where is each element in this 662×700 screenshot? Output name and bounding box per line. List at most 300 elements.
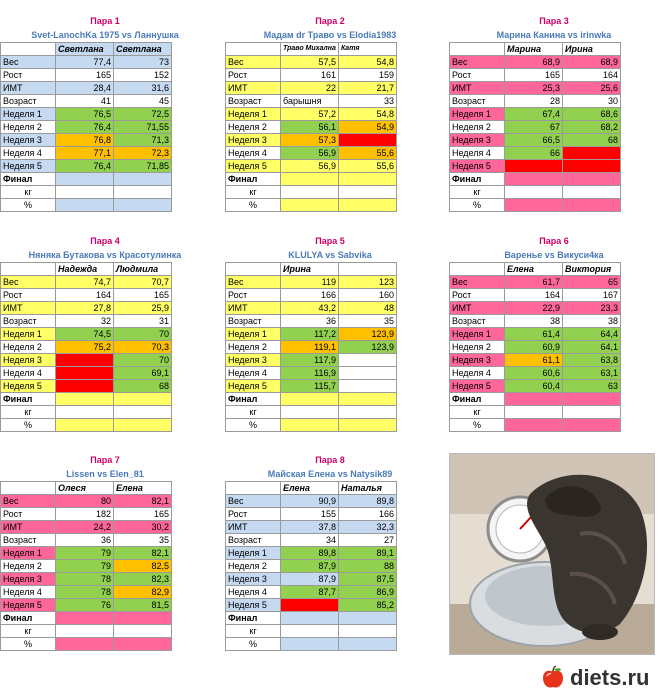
pair-participants: Няняка Бутакова vs Красотулинка xyxy=(28,250,182,260)
value-b-cell: 82,5 xyxy=(114,560,172,573)
row-label: Вес xyxy=(450,276,505,289)
row-label: Неделя 3 xyxy=(450,134,505,147)
table-row xyxy=(226,134,397,147)
pair-participants: Марина Канина vs irinwka xyxy=(496,30,612,40)
participant-a-name: Марина xyxy=(505,43,563,56)
pair-block-6 xyxy=(449,234,659,432)
cat-on-scale-illustration xyxy=(450,454,654,654)
percent-label: % xyxy=(450,419,505,432)
percent-label: % xyxy=(226,199,281,212)
header-row xyxy=(1,482,172,495)
value-b-cell: 82,3 xyxy=(114,573,172,586)
row-label: Неделя 1 xyxy=(450,328,505,341)
final-label: Финал xyxy=(1,612,56,625)
row-label: Неделя 1 xyxy=(1,328,56,341)
value-a-cell: 76,8 xyxy=(56,134,114,147)
row-label: Неделя 3 xyxy=(226,354,281,367)
row-label: Неделя 4 xyxy=(226,586,281,599)
final-a-cell xyxy=(281,393,339,406)
table-row xyxy=(450,95,621,108)
kg-a-cell xyxy=(56,186,114,199)
value-a-cell: 89,8 xyxy=(281,547,339,560)
header-row xyxy=(226,43,397,56)
row-label: Рост xyxy=(226,508,281,521)
final-label: Финал xyxy=(450,173,505,186)
value-a-cell: 76,5 xyxy=(56,108,114,121)
table-row xyxy=(226,367,397,380)
kg-label: кг xyxy=(1,186,56,199)
value-b-cell: 164 xyxy=(563,69,621,82)
value-b-cell: 165 xyxy=(114,508,172,521)
final-row xyxy=(450,173,621,186)
header-label-cell xyxy=(226,43,281,56)
header-row xyxy=(226,263,397,276)
value-a-cell: 87,7 xyxy=(281,586,339,599)
pair-title: Пара 4 xyxy=(90,236,120,246)
table-row xyxy=(1,302,172,315)
row-label: Неделя 2 xyxy=(226,121,281,134)
table-row xyxy=(1,276,172,289)
value-a-cell: 77,4 xyxy=(56,56,114,69)
percent-row xyxy=(1,419,172,432)
row-label: ИМТ xyxy=(1,82,56,95)
value-a-cell: 116,9 xyxy=(281,367,339,380)
kg-label: кг xyxy=(450,186,505,199)
value-b-cell: 54,8 xyxy=(339,108,397,121)
value-a-cell: 166 xyxy=(281,289,339,302)
value-a-cell: 74,5 xyxy=(56,328,114,341)
value-b-cell: 63 xyxy=(563,380,621,393)
value-a-cell: 90,9 xyxy=(281,495,339,508)
value-b-cell: 160 xyxy=(339,289,397,302)
kg-b-cell xyxy=(114,186,172,199)
final-b-cell xyxy=(563,173,621,186)
table-row xyxy=(1,82,172,95)
kg-row xyxy=(226,186,397,199)
value-a-cell: 25,3 xyxy=(505,82,563,95)
kg-a-cell xyxy=(281,625,339,638)
value-b-cell: 32,3 xyxy=(339,521,397,534)
value-b-cell xyxy=(339,380,397,393)
kg-a-cell xyxy=(281,406,339,419)
table-row xyxy=(450,367,621,380)
value-b-cell xyxy=(339,354,397,367)
value-a-cell: 76,4 xyxy=(56,121,114,134)
table-row xyxy=(1,380,172,393)
row-label: Неделя 1 xyxy=(226,108,281,121)
table-row xyxy=(1,69,172,82)
row-label: ИМТ xyxy=(450,82,505,95)
percent-b-cell xyxy=(339,638,397,651)
value-a-cell: 61,7 xyxy=(505,276,563,289)
table-row xyxy=(450,341,621,354)
pair-table xyxy=(449,262,621,432)
row-label: Неделя 3 xyxy=(1,354,56,367)
percent-a-cell xyxy=(281,419,339,432)
final-a-cell xyxy=(505,393,563,406)
header-label-cell xyxy=(1,43,56,56)
value-b-cell: 33 xyxy=(339,95,397,108)
table-row xyxy=(1,560,172,573)
row-label: Вес xyxy=(226,495,281,508)
kg-b-cell xyxy=(114,406,172,419)
table-row xyxy=(450,315,621,328)
value-b-cell: 38 xyxy=(563,315,621,328)
row-label: Вес xyxy=(450,56,505,69)
logo-text: diets.ru xyxy=(570,665,650,690)
final-b-cell xyxy=(339,393,397,406)
kg-b-cell xyxy=(563,186,621,199)
pair-block-2 xyxy=(225,14,435,212)
table-row xyxy=(1,521,172,534)
value-b-cell: 70,3 xyxy=(114,341,172,354)
final-row xyxy=(226,612,397,625)
percent-b-cell xyxy=(114,419,172,432)
row-label: Рост xyxy=(226,289,281,302)
value-b-cell: 167 xyxy=(563,289,621,302)
table-row xyxy=(450,69,621,82)
pair-title: Пара 8 xyxy=(315,455,345,465)
value-a-cell: 57,2 xyxy=(281,108,339,121)
table-row xyxy=(1,508,172,521)
row-label: Неделя 5 xyxy=(450,160,505,173)
value-b-cell: 54,9 xyxy=(339,121,397,134)
kg-a-cell xyxy=(56,406,114,419)
row-label: Рост xyxy=(1,508,56,521)
table-row xyxy=(226,495,397,508)
percent-a-cell xyxy=(281,199,339,212)
value-a-cell: 165 xyxy=(56,69,114,82)
kg-label: кг xyxy=(450,406,505,419)
percent-label: % xyxy=(1,199,56,212)
table-row xyxy=(1,147,172,160)
table-row xyxy=(1,108,172,121)
percent-row xyxy=(450,199,621,212)
table-row xyxy=(226,328,397,341)
table-row xyxy=(450,108,621,121)
value-a-cell: 164 xyxy=(505,289,563,302)
value-a-cell: 87,9 xyxy=(281,573,339,586)
pair-block-3 xyxy=(449,14,659,212)
value-b-cell: 25,6 xyxy=(563,82,621,95)
row-label: Возраст xyxy=(226,534,281,547)
value-a-cell: 61,1 xyxy=(505,354,563,367)
kg-b-cell xyxy=(339,186,397,199)
percent-b-cell xyxy=(339,419,397,432)
kg-row xyxy=(1,625,172,638)
final-b-cell xyxy=(114,612,172,625)
header-label-cell xyxy=(1,482,56,495)
kg-row xyxy=(450,406,621,419)
table-row xyxy=(226,573,397,586)
value-a-cell: 22 xyxy=(281,82,339,95)
final-row xyxy=(1,612,172,625)
value-b-cell: 48 xyxy=(339,302,397,315)
table-row xyxy=(226,69,397,82)
value-a-cell: 43,2 xyxy=(281,302,339,315)
row-label: Рост xyxy=(450,69,505,82)
percent-label: % xyxy=(450,199,505,212)
pair-block-7 xyxy=(0,453,210,651)
participant-b-name: Елена xyxy=(114,482,172,495)
value-a-cell: 161 xyxy=(281,69,339,82)
header-row xyxy=(1,43,172,56)
kg-label: кг xyxy=(226,186,281,199)
pair-title: Пара 6 xyxy=(539,236,569,246)
value-a-cell: 165 xyxy=(505,69,563,82)
table-row xyxy=(1,573,172,586)
row-label: Вес xyxy=(226,276,281,289)
table-row xyxy=(226,599,397,612)
table-row xyxy=(1,341,172,354)
cat-on-scale-photo xyxy=(449,453,655,655)
percent-b-cell xyxy=(339,199,397,212)
pair-title: Пара 7 xyxy=(90,455,120,465)
value-b-cell: 152 xyxy=(114,69,172,82)
row-label: Неделя 2 xyxy=(226,341,281,354)
row-label: Вес xyxy=(1,56,56,69)
value-a-cell xyxy=(281,599,339,612)
table-row xyxy=(1,367,172,380)
final-a-cell xyxy=(56,612,114,625)
percent-b-cell xyxy=(114,199,172,212)
value-b-cell: 68 xyxy=(563,134,621,147)
percent-row xyxy=(226,419,397,432)
value-a-cell: 57,3 xyxy=(281,134,339,147)
value-a-cell: 57,5 xyxy=(281,56,339,69)
pair-participants: KLULYA vs Sabvika xyxy=(288,250,372,260)
value-b-cell: 123 xyxy=(339,276,397,289)
table-row xyxy=(226,354,397,367)
pair-table xyxy=(0,42,172,212)
table-row xyxy=(226,82,397,95)
table-row xyxy=(226,521,397,534)
row-label: Рост xyxy=(1,289,56,302)
table-row xyxy=(226,147,397,160)
participant-b-name: Людмила xyxy=(114,263,172,276)
value-b-cell: 68,2 xyxy=(563,121,621,134)
percent-a-cell xyxy=(281,638,339,651)
value-b-cell: 31,6 xyxy=(114,82,172,95)
row-label: Возраст xyxy=(226,95,281,108)
value-a-cell: 22,9 xyxy=(505,302,563,315)
value-a-cell: 67,4 xyxy=(505,108,563,121)
value-b-cell: 70 xyxy=(114,354,172,367)
percent-a-cell xyxy=(56,419,114,432)
value-b-cell: 69,1 xyxy=(114,367,172,380)
value-a-cell: 28,4 xyxy=(56,82,114,95)
value-a-cell xyxy=(56,380,114,393)
pair-title: Пара 2 xyxy=(315,16,345,26)
value-b-cell xyxy=(339,367,397,380)
value-b-cell: 87,5 xyxy=(339,573,397,586)
value-a-cell: 79 xyxy=(56,547,114,560)
table-row xyxy=(450,82,621,95)
participant-a-name: Елена xyxy=(281,482,339,495)
kg-label: кг xyxy=(226,406,281,419)
header-label-cell xyxy=(450,263,505,276)
participant-b-name: Светлана xyxy=(114,43,172,56)
header-row xyxy=(450,263,621,276)
final-label: Финал xyxy=(450,393,505,406)
value-a-cell: 119,1 xyxy=(281,341,339,354)
value-a-cell xyxy=(56,367,114,380)
value-a-cell: 61,4 xyxy=(505,328,563,341)
row-label: Возраст xyxy=(226,315,281,328)
table-row xyxy=(1,547,172,560)
final-a-cell xyxy=(281,173,339,186)
final-row xyxy=(1,393,172,406)
row-label: Неделя 1 xyxy=(226,328,281,341)
value-b-cell: 27 xyxy=(339,534,397,547)
table-row xyxy=(226,560,397,573)
pair-table xyxy=(225,481,397,651)
value-a-cell: 79 xyxy=(56,560,114,573)
value-a-cell: 38 xyxy=(505,315,563,328)
final-label: Финал xyxy=(226,173,281,186)
row-label: Неделя 1 xyxy=(1,547,56,560)
table-row xyxy=(1,56,172,69)
table-row xyxy=(1,289,172,302)
diets-logo[interactable] xyxy=(540,664,649,692)
kg-b-cell xyxy=(339,625,397,638)
pair-participants: Svet-LanochKa 1975 vs Ланнушка xyxy=(31,30,179,40)
value-a-cell: 34 xyxy=(281,534,339,547)
value-a-cell: 27,8 xyxy=(56,302,114,315)
pair-title: Пара 3 xyxy=(539,16,569,26)
value-b-cell: 123,9 xyxy=(339,328,397,341)
kg-b-cell xyxy=(563,406,621,419)
row-label: Вес xyxy=(1,276,56,289)
value-a-cell: 67 xyxy=(505,121,563,134)
value-a-cell: 56,9 xyxy=(281,160,339,173)
row-label: Возраст xyxy=(450,95,505,108)
pair-table xyxy=(0,481,172,651)
value-a-cell: 56,1 xyxy=(281,121,339,134)
row-label: Неделя 2 xyxy=(450,341,505,354)
row-label: Возраст xyxy=(1,95,56,108)
row-label: ИМТ xyxy=(226,302,281,315)
final-b-cell xyxy=(114,173,172,186)
value-b-cell: 166 xyxy=(339,508,397,521)
row-label: Вес xyxy=(226,56,281,69)
kg-a-cell xyxy=(281,186,339,199)
value-b-cell: 68,9 xyxy=(563,56,621,69)
final-row xyxy=(226,393,397,406)
row-label: Неделя 5 xyxy=(226,160,281,173)
value-b-cell: 31 xyxy=(114,315,172,328)
value-a-cell: 24,2 xyxy=(56,521,114,534)
value-b-cell: 82,1 xyxy=(114,495,172,508)
percent-label: % xyxy=(226,419,281,432)
value-a-cell: 77,1 xyxy=(56,147,114,160)
value-b-cell: 81,5 xyxy=(114,599,172,612)
percent-row xyxy=(1,199,172,212)
value-a-cell: 36 xyxy=(281,315,339,328)
value-b-cell: 23,3 xyxy=(563,302,621,315)
table-row xyxy=(450,121,621,134)
table-row xyxy=(1,160,172,173)
row-label: Неделя 4 xyxy=(1,586,56,599)
value-b-cell: 65 xyxy=(563,276,621,289)
row-label: Неделя 2 xyxy=(450,121,505,134)
kg-label: кг xyxy=(226,625,281,638)
header-label-cell xyxy=(450,43,505,56)
value-b-cell: 89,8 xyxy=(339,495,397,508)
participant-b-name: Наталья xyxy=(339,482,397,495)
row-label: Неделя 4 xyxy=(450,367,505,380)
value-a-cell: 66 xyxy=(505,147,563,160)
percent-a-cell xyxy=(56,199,114,212)
row-label: Неделя 4 xyxy=(226,367,281,380)
final-b-cell xyxy=(339,173,397,186)
value-b-cell: 35 xyxy=(114,534,172,547)
table-row xyxy=(1,354,172,367)
value-b-cell: 30,2 xyxy=(114,521,172,534)
header-row xyxy=(1,263,172,276)
row-label: Возраст xyxy=(1,315,56,328)
final-b-cell xyxy=(114,393,172,406)
value-b-cell: 68 xyxy=(114,380,172,393)
value-a-cell: 28 xyxy=(505,95,563,108)
pair-block-8 xyxy=(225,453,435,651)
table-row xyxy=(450,302,621,315)
value-a-cell: 164 xyxy=(56,289,114,302)
pair-participants: Lissen vs Elen_81 xyxy=(66,469,144,479)
percent-row xyxy=(226,638,397,651)
pair-table xyxy=(225,262,397,432)
final-label: Финал xyxy=(226,393,281,406)
final-row xyxy=(1,173,172,186)
pair-table xyxy=(225,42,397,212)
table-row xyxy=(1,599,172,612)
percent-b-cell xyxy=(563,199,621,212)
value-b-cell xyxy=(563,147,621,160)
table-row xyxy=(450,354,621,367)
value-b-cell: 68,6 xyxy=(563,108,621,121)
table-row xyxy=(450,56,621,69)
final-row xyxy=(450,393,621,406)
value-a-cell: 41 xyxy=(56,95,114,108)
row-label: Возраст xyxy=(1,534,56,547)
value-a-cell: 78 xyxy=(56,586,114,599)
final-a-cell xyxy=(56,393,114,406)
final-a-cell xyxy=(505,173,563,186)
table-row xyxy=(226,315,397,328)
final-a-cell xyxy=(56,173,114,186)
percent-a-cell xyxy=(505,419,563,432)
percent-b-cell xyxy=(114,638,172,651)
value-b-cell: 72,3 xyxy=(114,147,172,160)
row-label: ИМТ xyxy=(1,521,56,534)
pair-participants: Майская Елена vs Natysik89 xyxy=(267,469,393,479)
percent-a-cell xyxy=(56,638,114,651)
pair-participants: Мадам dr Траво vs Elodia1983 xyxy=(263,30,397,40)
pair-table xyxy=(0,262,172,432)
header-row xyxy=(226,482,397,495)
row-label: Неделя 3 xyxy=(226,134,281,147)
row-label: Неделя 5 xyxy=(226,380,281,393)
table-row xyxy=(1,315,172,328)
table-row xyxy=(1,495,172,508)
table-row xyxy=(226,276,397,289)
participant-a-name: Олеся xyxy=(56,482,114,495)
value-a-cell xyxy=(505,160,563,173)
value-a-cell: 182 xyxy=(56,508,114,521)
value-a-cell: 76 xyxy=(56,599,114,612)
final-b-cell xyxy=(339,612,397,625)
row-label: Неделя 5 xyxy=(226,599,281,612)
